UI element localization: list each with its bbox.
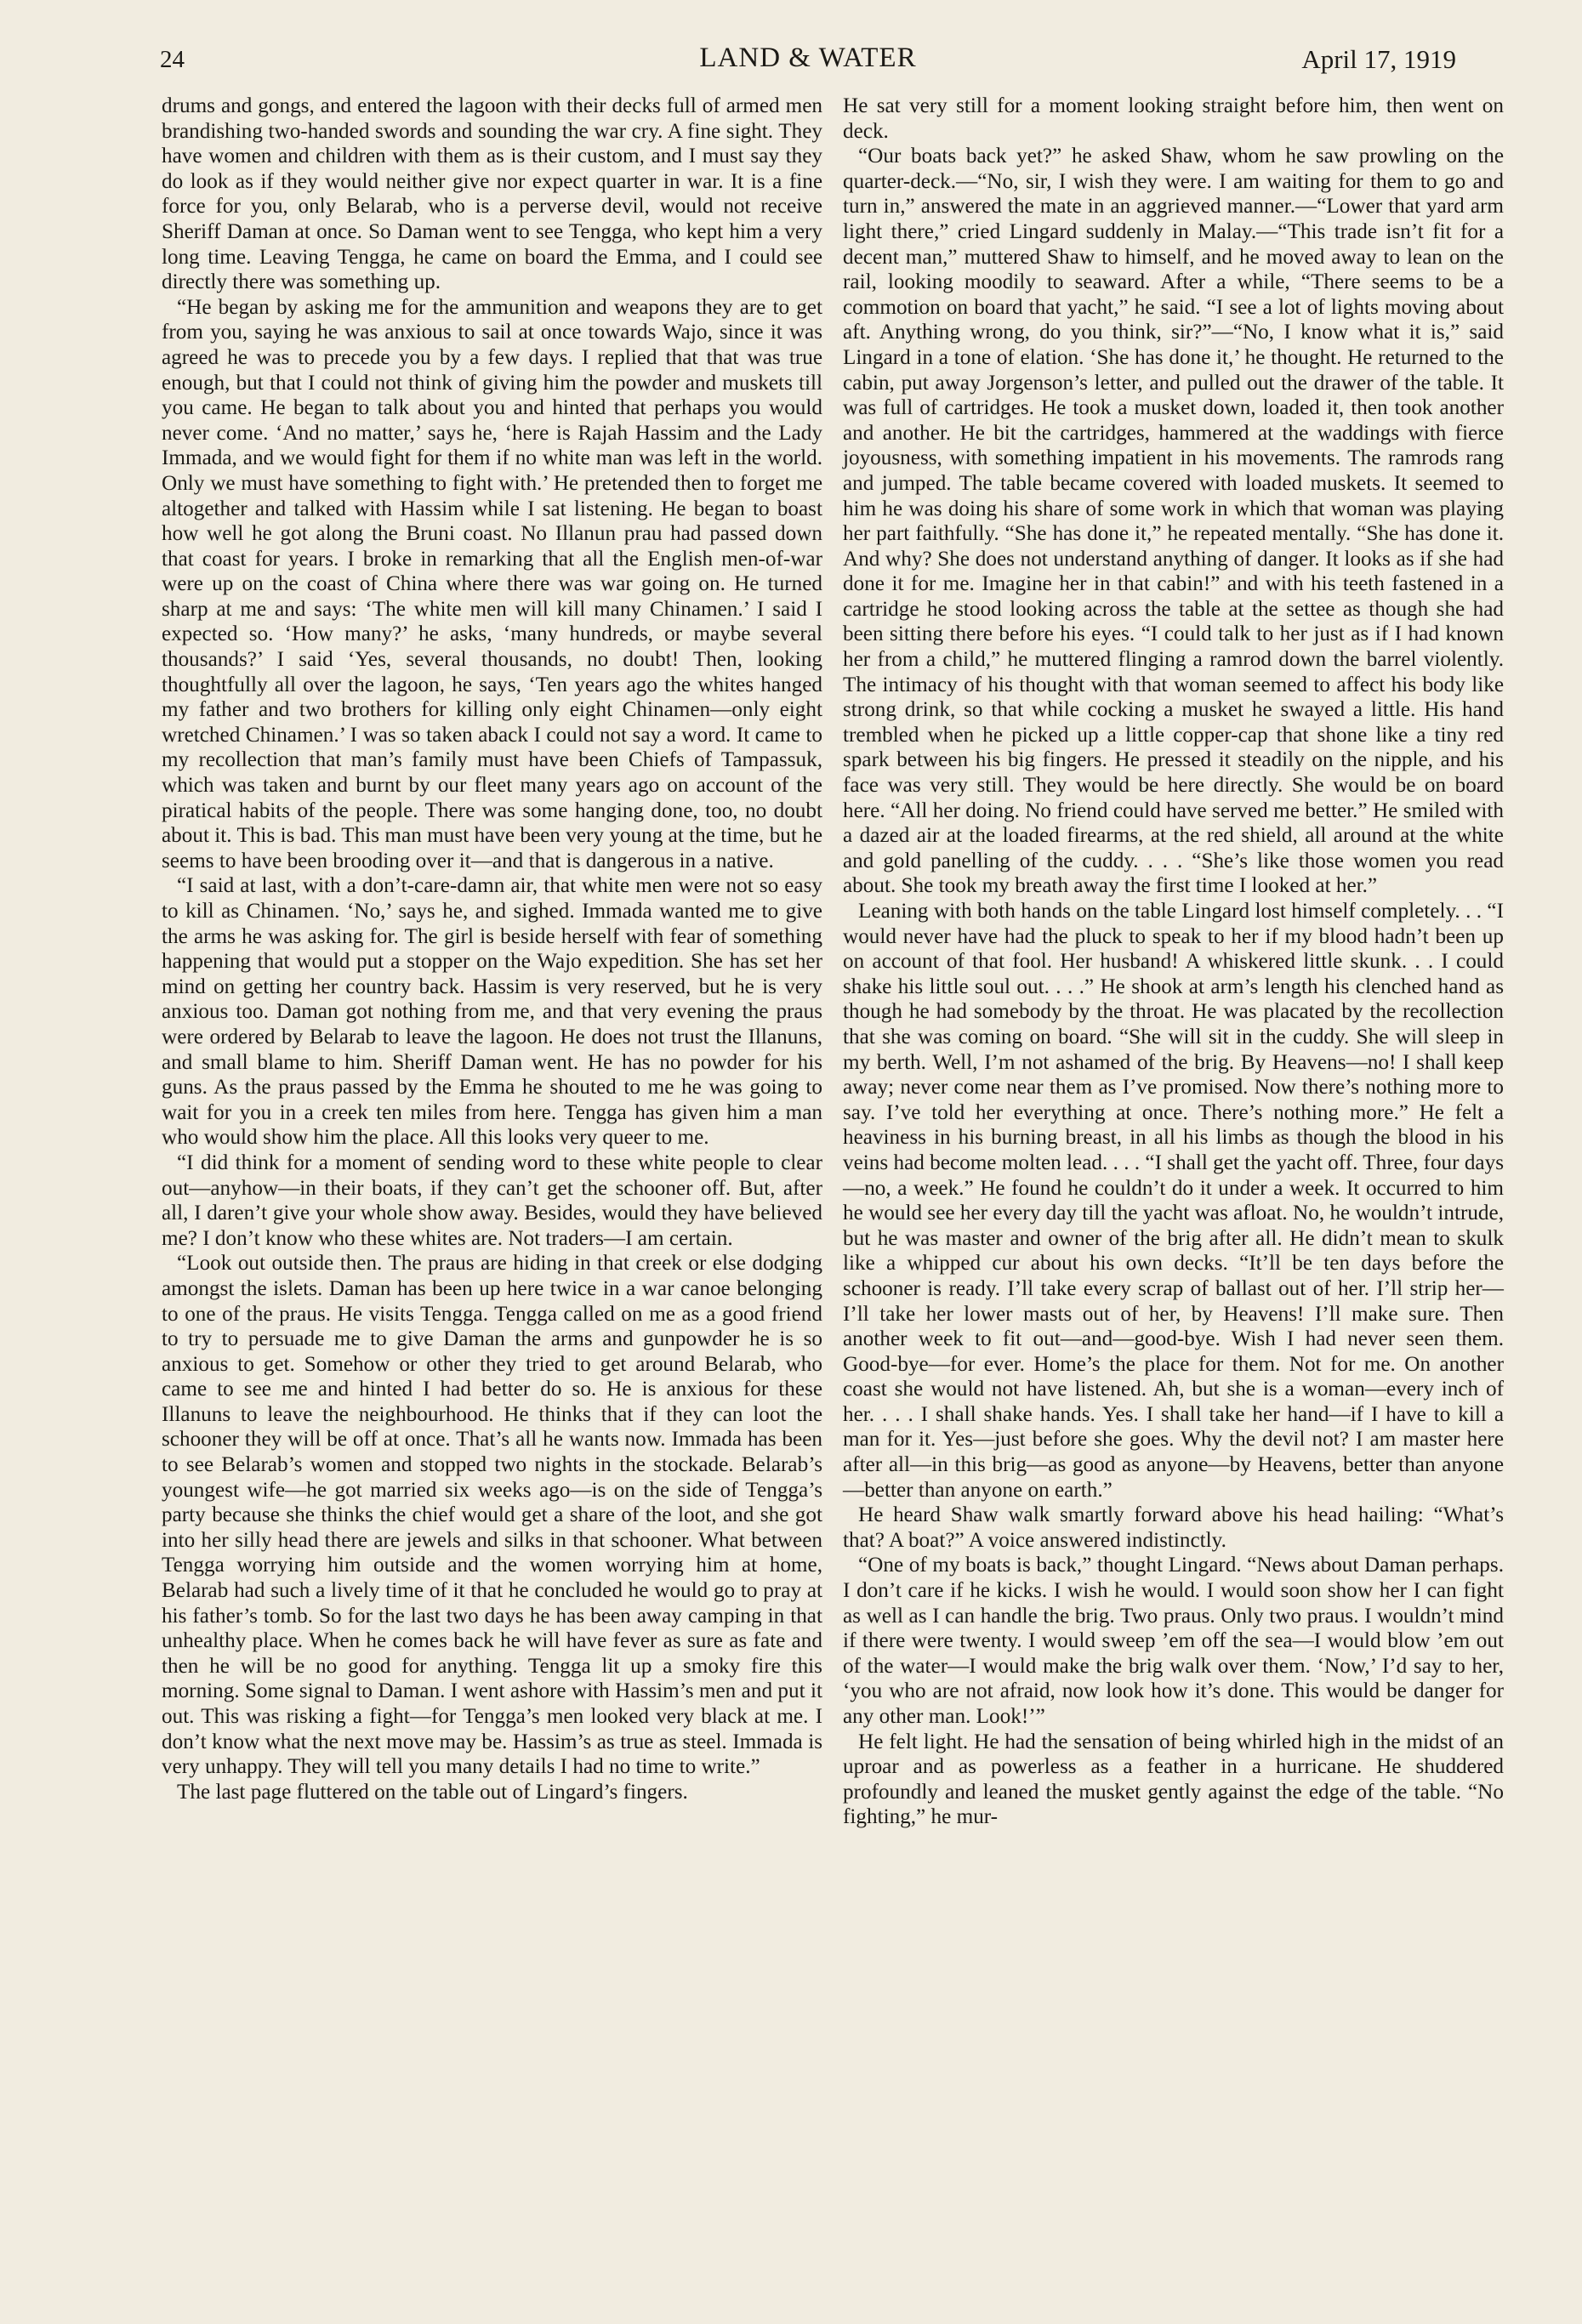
paragraph: “Look out outside then. The praus are hiding in that creek or else dodging amongst the islets. Daman has been up here twice in a war canoe belonging to one of the praus. He visits Tengga. Tengga called on me as a good friend to try to persuade me to give Daman the arms and gunpowder he is so anxious to get. Somehow or other they tried to get around Belarab, who came to see me and hinted I had better do so. He is anxious for these Illanuns to leave the neighbourhood. He thinks that if they can loot the schooner they will be off at once. That’s all he wants now. Immada has been to see Belarab’s women and stopped two nights in the stockade. Belarab’s youngest wife—he got married six weeks ago—is on the side of Tengga’s party because she thinks the chief would get a share of the loot, and she got into her silly head there are jewels and silks in that schooner. What between Tengga worrying him outside and the women worrying him at home, Belarab had such a lively time of it that he concluded he would go to pray at his father’s tomb. So for the last two days he has been away camping in that unhealthy place. When he comes back he will have fever as sure as fate and then he will be no good for anything. Tengga lit up a smoky fire this morning. Some signal to Daman. I went ashore with Hassim’s men and put it out. This was risking a fight—for Tengga’s men looked very black at me. I don’t know what the next move may be. Hassim’s as true as steel. Immada is very unhappy. They will tell you many details I had no time to write.” — [162, 1252, 822, 1779]
paragraph: drums and gongs, and entered the lagoon with their decks full of armed men brandishing two-handed swords and sounding the war cry. A fine sight. They have women and children with them as is their custom, and I must say they do look as if they would neither give nor expect quarter in war. It is a fine force for you, only Belarab, who is a perverse devil, would not receive Sheriff Daman at once. So Daman went to see Tengga, who kept him a very long time. Leaving Tengga, he came on board the Emma, and I could see directly there was something up. — [162, 94, 822, 294]
page-number: 24 — [160, 46, 185, 73]
paragraph: “Our boats back yet?” he asked Shaw, whom he saw prowling on the quarter-deck.—“No, sir, I wish they were. I am waiting for them to go and turn in,” answered the mate in an aggrieved manner.—“Lower that yard arm light there,” cried Lingard suddenly in Malay.—“This trade isn’t fit for a decent man,” muttered Shaw to himself, and he moved away to lean on the rail, looking moodily to seaward. After a while, “There seems to be a commotion on board that yacht,” he said. “I see a lot of lights moving about aft. Anything wrong, do you think, sir?”—“No, I know what it is,” said Lingard in a tone of elation. ‘She has done it,’ he thought. He returned to the cabin, put away Jorgenson’s letter, and pulled out the drawer of the table. It was full of cartridges. He took a musket down, loaded it, then took another and another. He bit the cartridges, hammered at the waddings with fierce joyousness, with something impatient in his movements. The ramrods rang and jumped. The table became covered with loaded muskets. It seemed to him he was doing his share of some work in which that woman was playing her part faithfully. “She has done it,” he repeated mentally. “She has done it. And why? She does not understand anything of danger. It looks as if she had done it for me. Imagine her in that cabin!” and with his teeth fastened in a cartridge he stood looking across the table at the settee as though she had been sitting there before his eyes. “I could talk to her just as if I had known her from a child,” he muttered flinging a ramrod down the barrel violently. The intimacy of his thought with that woman seemed to affect his body like strong drink, so that while cocking a musket he swayed a little. His hand trembled when he picked up a little copper-cap that shone like a tiny red spark between his big fingers. He pressed it steadily on the nipple, and his face was very still. They would be here directly. She would be on board here. “All her doing. No friend could have served me better.” He smiled with a dazed air at the loaded firearms, at the red shield, all around at the white and gold panelling of the cuddy. . . . “She’s like those women you read about. She took my breath away the first time I looked at her.” — [843, 145, 1504, 898]
right-column — [843, 94, 1504, 1830]
paragraph: Leaning with both hands on the table Lingard lost himself completely. . . “I would never have had the pluck to speak to her if my blood hadn’t been up on account of that fool. Her husband! A whiskered little skunk. . . I could shake his little soul out. . . .” He shook at arm’s length his clenched hand as though he had somebody by the throat. He was placated by the recollection that she was coming on board. “She will sit in the cuddy. She will sleep in my berth. Well, I’m not ashamed of the brig. By Heavens—no! I shall keep away; never come near them as I’ve promised. Now there’s nothing more to say. I’ve told her everything at once. There’s nothing more.” He felt a heaviness in his burning breast, in all his limbs as though the blood in his veins had become molten lead. . . . “I shall get the yacht off. Three, four days—no, a week.” He found he couldn’t do it under a week. It occurred to him he would see her every day till the yacht was afloat. No, he wouldn’t intrude, but he was master and owner of the brig after all. He didn’t mean to skulk like a whipped cur about his own decks. “It’ll be ten days before the schooner is ready. I’ll take every scrap of ballast out of her. I’ll strip her—I’ll take her lower masts out of her, by Heavens! I’ll make sure. Then another week to fit out—and—good-bye. Wish I had never seen them. Good-bye—for ever. Home’s the place for them. Not for me. On another coast she would not have listened. Ah, but she is a woman—every inch of her. . . . I shall shake hands. Yes. I shall take her hand—if I have to kill a man for it. Yes—just before she goes. Why the devil not? I am master here after all—in this brig—as good as anyone—by Heavens, better than anyone—better than anyone on earth.” — [843, 900, 1504, 1502]
issue-date: April 17, 1919 — [1301, 44, 1456, 74]
paragraph: “I did think for a moment of sending word to these white people to clear out—anyhow—in their boats, if they can’t get the schooner off. But, after all, I daren’t give your whole show away. Besides, would they have believed me? I don’t know who these whites are. Not traders—I am certain. — [162, 1151, 822, 1250]
paragraph: “One of my boats is back,” thought Lingard. “News about Daman perhaps. I don’t care if he kicks. I wish he would. I would soon show her I can fight as well as I can handle the brig. Two praus. Only two praus. I wouldn’t mind if there were twenty. I would sweep ’em off the sea—I would blow ’em out of the water—I would make the brig walk over them. ‘Now,’ I’d say to her, ‘you who are not afraid, now look how it’s done. This would be danger for any other man. Look!’” — [843, 1554, 1504, 1728]
paragraph: He felt light. He had the sensation of being whirled high in the midst of an uproar and as powerless as a feather in a hurricane. He shuddered profoundly and leaned the musket gently against the edge of the table. “No fighting,” he mur- — [843, 1730, 1504, 1829]
paragraph: “He began by asking me for the ammunition and weapons they are to get from you, saying he was anxious to sail at once towards Wajo, since it was agreed he was to precede you by a few days. I replied that that was true enough, but that I could not think of giving him the powder and muskets till you came. He began to talk about you and hinted that perhaps you would never come. ‘And no matter,’ says he, ‘here is Rajah Hassim and the Lady Immada, and we would fight for them if no white man was left in the world. Only we must have something to fight with.’ He pretended then to forget me altogether and talked with Hassim while I sat listening. He began to boast how well he got along the Bruni coast. No Illanun prau had passed down that coast for years. I broke in remarking that all the English men-of-war were up on the coast of China where there was war going on. He turned sharp at me and says: ‘The white men will kill many Chinamen.’ I said I expected so. ‘How many?’ he asks, ‘many hundreds, or maybe several thousands?’ I said ‘Yes, several thousands, no doubt! Then, looking thoughtfully all over the lagoon, he says, ‘Ten years ago the whites hanged my father and two brothers for killing only eight Chinamen—only eight wretched Chinamen.’ I was so taken aback I could not say a word. It came to my recollection that man’s family must have been Chiefs of Tampassuk, which was taken and burnt by our fleet many years ago on account of the piratical habits of the people. There was some hanging done, too, no doubt about it. This is bad. This man must have been very young at the time, but he seems to have been brooding over it—and that is dangerous in a native. — [162, 295, 822, 872]
paragraph: The last page fluttered on the table out of Lingard’s fingers. — [177, 1780, 688, 1804]
paragraph: “I said at last, with a don’t-care-damn air, that white men were not so easy to kill as Chinamen. ‘No,’ says he, and sighed. Immada wanted me to give the arms he was asking for. The girl is beside herself with fear of something happening that would put a stopper on the Wajo expedition. She has set her mind on getting her country back. Hassim is very reserved, but he is very anxious too. Daman got nothing from me, and that very evening the praus were ordered by Belarab to leave the lagoon. He does not trust the Illanuns, and small blame to him. Sheriff Daman went. He has no powder for his guns. As the praus passed by the Emma he shouted to me he was going to wait for you in a creek ten miles from here. Tengga has given him a man who would show him the place. All this looks very queer to me. — [162, 874, 822, 1150]
left-column — [162, 94, 822, 1804]
running-header — [160, 43, 1456, 80]
magazine-title: LAND & WATER — [699, 43, 917, 73]
paragraph: He sat very still for a moment looking straight before him, then went on deck. — [843, 94, 1504, 143]
paragraph: He heard Shaw walk smartly forward above his head hailing: “What’s that? A boat?” A voice answered indistinctly. — [843, 1503, 1504, 1552]
